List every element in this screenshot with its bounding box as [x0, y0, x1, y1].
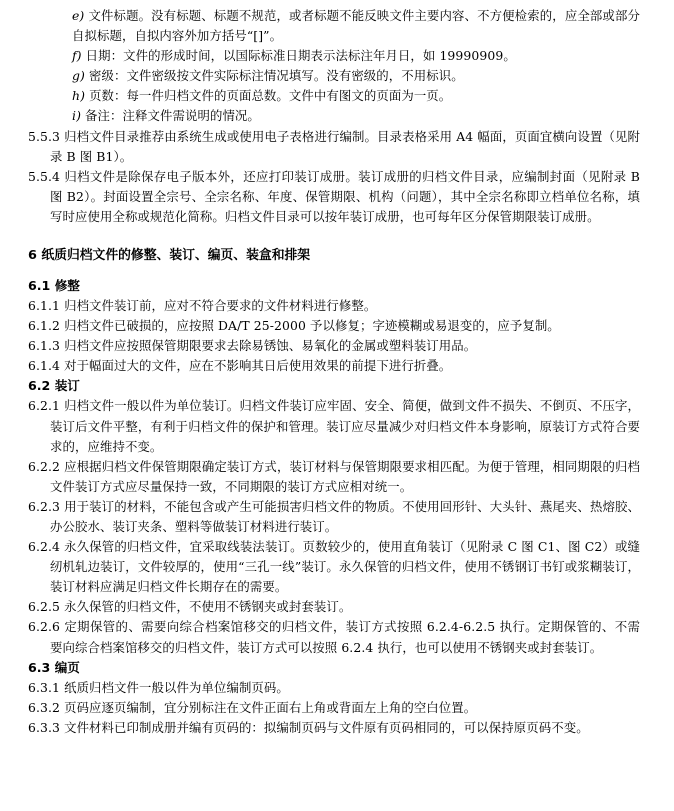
numbered-paragraph	[28, 457, 640, 497]
subsection-heading-62: 6.2 装订	[28, 378, 80, 394]
list-text: 页数：每一件归档文件的页面总数。文件中有图文的页面为一页。	[89, 88, 452, 104]
paragraph-text: 纸质归档文件一般以件为单位编制页码。	[64, 679, 289, 695]
numbered-paragraph	[28, 336, 640, 356]
paragraph-text: 归档文件一般以件为单位装订。归档文件装订应牢固、安全、简便，做到文件不损失、不倒页、不压字，装订后文件平整，有利于归档文件的保护和管理。装订应尽量减少对归档文件本身影响，原装订方式符合要求的，应维持不变。	[50, 398, 640, 454]
list-marker: f)	[72, 48, 82, 64]
paragraph-text: 永久保管的归档文件，宜采取线装法装订。页数较少的，使用直角装订（见附录 C 图 C1、图 C2）或缝纫机轧边装订，文件较厚的，使用“三孔一线”装订。永久保管的归档文件，使用不锈钢订书钉或浆糊装订，装订材料应满足归档文件长期存在的需要。	[50, 539, 640, 595]
numbered-paragraph	[28, 718, 640, 738]
paragraph-number: 5.5.4	[28, 168, 61, 184]
paragraph-number: 6.1.4	[28, 358, 61, 374]
numbered-paragraph	[28, 597, 640, 617]
paragraph-text: 应根据归档文件保管期限确定装订方式，装订材料与保管期限要求相匹配。为便于管理，相同期限的归档文件装订方式应尽量保持一致，不同期限的装订方式应相对统一。	[50, 458, 640, 494]
paragraph-text: 归档文件是除保存电子版本外，还应打印装订成册。装订成册的归档文件目录，应编制封面（见附录 B 图 B2）。封面设置全宗号、全宗名称、年度、保管期限、机构（问题），其中全宗名称即立档单位名称，填写时应使用全称或规范化简称。归档文件目录可以按年装订成册，也可每年区分保管期限装订成册。	[50, 168, 640, 224]
paragraph-number: 6.2.6	[28, 619, 61, 635]
paragraph-text: 归档文件装订前，应对不符合要求的文件材料进行修整。	[64, 298, 377, 314]
list-marker: e)	[72, 8, 85, 23]
paragraph-number: 5.5.3	[28, 128, 61, 144]
list-marker: i)	[72, 108, 81, 124]
list-text: 日期：文件的形成时间，以国际标准日期表示法标注年月日，如 19990909。	[85, 48, 516, 64]
numbered-paragraph	[28, 537, 640, 597]
paragraph-number: 6.2.1	[28, 398, 61, 414]
numbered-paragraph	[28, 296, 640, 316]
numbered-paragraph	[28, 356, 640, 376]
numbered-paragraph	[28, 316, 640, 336]
paragraph-text: 归档文件已破损的，应按照 DA/T 25-2000 予以修复；字迹模糊或易退变的，应予复制。	[64, 318, 560, 334]
paragraph-number: 6.2.2	[28, 458, 61, 474]
list-item	[28, 106, 640, 126]
paragraph-text: 永久保管的归档文件，不使用不锈钢夹或封套装订。	[64, 599, 352, 615]
paragraph-number: 6.3.1	[28, 679, 61, 695]
numbered-paragraph	[28, 698, 640, 718]
paragraph-text: 文件材料已印制成册并编有页码的：拟编制页码与文件原有页码相同的，可以保持原页码不变。	[64, 719, 589, 735]
list-text: 密级：文件密级按文件实际标注情况填写。没有密级的，不用标识。	[89, 68, 464, 84]
paragraph-text: 定期保管的、需要向综合档案馆移交的归档文件，装订方式按照 6.2.4-6.2.5 执行。定期保管的、不需要向综合档案馆移交的归档文件，装订方式可以按照 6.2.4 执行，也可以使用不锈钢夹或封套装订。	[50, 619, 640, 655]
paragraph-text: 对于幅面过大的文件，应在不影响其日后使用效果的前提下进行折叠。	[64, 358, 452, 374]
numbered-paragraph	[28, 678, 640, 698]
paragraph-text: 页码应逐页编制，宜分别标注在文件正面右上角或背面左上角的空白位置。	[64, 699, 477, 715]
paragraph-text: 用于装订的材料，不能包含或产生可能损害归档文件的物质。不使用回形针、大头针、燕尾夹、热熔胶、办公胶水、装订夹条、塑料等做装订材料进行装订。	[50, 498, 640, 534]
section-heading: 6 纸质归档文件的修整、装订、编页、装盒和排架	[28, 248, 311, 264]
numbered-paragraph	[28, 497, 640, 537]
list-marker: g)	[72, 68, 85, 84]
numbered-paragraph	[28, 127, 640, 167]
list-item	[28, 86, 640, 106]
list-item	[28, 6, 640, 46]
list-item	[28, 46, 640, 66]
paragraph-number: 6.1.1	[28, 298, 61, 314]
numbered-paragraph	[28, 396, 640, 456]
list-item	[28, 66, 640, 86]
numbered-paragraph	[28, 617, 640, 657]
subsection-heading-61: 6.1 修整	[28, 278, 80, 294]
paragraph-text: 归档文件应按照保管期限要求去除易锈蚀、易氧化的金属或塑料装订用品。	[64, 338, 477, 354]
paragraph-number: 6.3.3	[28, 719, 61, 735]
paragraph-number: 6.2.3	[28, 498, 61, 514]
list-marker: h)	[72, 88, 86, 104]
paragraph-number: 6.2.5	[28, 599, 61, 615]
paragraph-number: 6.3.2	[28, 699, 61, 715]
list-text: 备注：注释文件需说明的情况。	[85, 108, 260, 124]
subsection-heading-63: 6.3 编页	[28, 659, 80, 675]
paragraph-number: 6.2.4	[28, 539, 61, 555]
list-text: 文件标题。没有标题、标题不规范，或者标题不能反映文件主要内容、不方便检索的，应全部或部分自拟标题，自拟内容外加方括号“[]”。	[72, 8, 640, 44]
paragraph-text: 归档文件目录推荐由系统生成或使用电子表格进行编制。目录表格采用 A4 幅面，页面宜横向设置（见附录 B 图 B1）。	[50, 128, 640, 164]
paragraph-number: 6.1.3	[28, 338, 61, 354]
paragraph-number: 6.1.2	[28, 318, 61, 334]
numbered-paragraph	[28, 167, 640, 227]
